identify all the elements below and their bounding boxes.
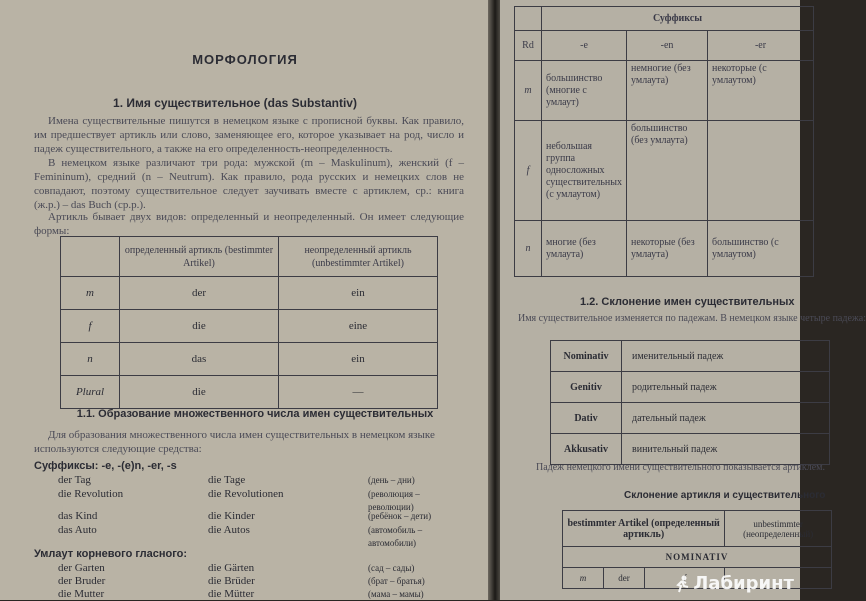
article-declension-title: Склонение артикля и существительного <box>624 490 826 501</box>
case-table <box>550 340 830 465</box>
article-table-corner <box>61 237 120 277</box>
translation: (день – дни) <box>368 475 415 485</box>
suffix-header: -e <box>542 31 627 61</box>
case-translation: именительный падеж <box>622 341 830 372</box>
suffix-cell <box>708 121 814 221</box>
article-table-header-definite: определенный артикль (bestimmter Artikel) <box>120 237 279 277</box>
translation: (брат – братья) <box>368 576 425 586</box>
suffix-cell: некоторые (с умлаутом) <box>708 61 814 121</box>
list-item <box>58 562 458 575</box>
plural-form: die Kinder <box>208 510 255 522</box>
table-row <box>551 372 830 403</box>
list-item <box>58 488 458 510</box>
translation: (сад – сады) <box>368 563 415 573</box>
suffix-table-corner: Rd <box>515 31 542 61</box>
gender-cell: m <box>515 61 542 121</box>
definite-cell: der <box>120 277 279 310</box>
suffix-cell: некоторые (без умлаута) <box>627 221 708 277</box>
decl-cell: der <box>604 568 645 589</box>
suffix-heading: Суффиксы: -e, -(e)n, -er, -s <box>34 460 177 472</box>
case-name: Genitiv <box>551 372 622 403</box>
suffix-cell: большинство (многие с умлаут) <box>542 61 627 121</box>
indefinite-cell: eine <box>279 310 438 343</box>
singular-form: der Tag <box>58 474 91 486</box>
table-row <box>551 434 830 465</box>
table-row <box>515 221 814 277</box>
case-translation: винительный падеж <box>622 434 830 465</box>
intro-paragraph-3: Артикль бывает двух видов: определенный и неопределенный. Он имеет следующие формы: <box>34 211 464 237</box>
indefinite-cell: ein <box>279 343 438 376</box>
translation: (революция – революции) <box>368 489 420 512</box>
right-page <box>500 0 866 600</box>
list-item <box>58 510 458 524</box>
table-row <box>61 277 438 310</box>
intro-paragraph-2: В немецком языке различают три рода: мужской (m – Maskulinum), женский (f – Femininum), средний (n – Neutrum). Как правило, рода русских и немецких слов не совпадают, поэтому существительное следует заучивать вместе с артиклем, ср.: книга (ж.р.) – das Buch (ср.р.). <box>34 157 464 211</box>
indefinite-cell: — <box>279 376 438 409</box>
watermark-text: Лабиринт <box>693 573 794 594</box>
case-translation: дательный падеж <box>622 403 830 434</box>
singular-form: das Auto <box>58 524 97 536</box>
plural-form: die Autos <box>208 524 250 536</box>
gender-cell: n <box>61 343 120 376</box>
decl-header-definite: bestimmter Artikel (определенный артикль) <box>563 511 725 547</box>
singular-form: der Bruder <box>58 575 106 587</box>
suffix-table-title: Суффиксы <box>542 7 814 31</box>
suffix-header: -er <box>708 31 814 61</box>
declension-title: 1.2. Склонение имен существительных <box>580 296 795 308</box>
table-row <box>515 121 814 221</box>
plural-form: die Gärten <box>208 562 255 574</box>
list-item <box>58 575 458 588</box>
decl-subheader: NOMINATIV <box>563 547 832 568</box>
labirint-watermark <box>673 573 794 594</box>
table-row <box>551 341 830 372</box>
singular-form: das Kind <box>58 510 98 522</box>
table-row <box>551 403 830 434</box>
definite-cell: die <box>120 376 279 409</box>
definite-cell: das <box>120 343 279 376</box>
singular-form: der Garten <box>58 562 105 574</box>
plural-form: die Brüder <box>208 575 255 587</box>
plural-form: die Mütter <box>208 588 255 600</box>
table-row <box>61 376 438 409</box>
table-row <box>515 61 814 121</box>
umlaut-example-list <box>58 562 458 601</box>
translation: (ребёнок – дети) <box>368 511 432 521</box>
runner-logo-icon <box>673 575 691 593</box>
subsection-title: 1.1. Образование множественного числа имен существительных <box>76 408 434 420</box>
umlaut-heading: Умлаут корневого гласного: <box>34 548 188 560</box>
gender-cell: f <box>61 310 120 343</box>
decl-header-indefinite: unbestimmter (неопределенный) <box>725 511 832 547</box>
singular-form: die Revolution <box>58 488 124 500</box>
suffix-cell: немногие (без умлаута) <box>627 61 708 121</box>
suffix-cell: большинство (с умлаутом) <box>708 221 814 277</box>
suffix-cell: большинство (без умлаута) <box>627 121 708 221</box>
suffix-cell: многие (без умлаута) <box>542 221 627 277</box>
gender-cell: m <box>61 277 120 310</box>
table-row <box>61 343 438 376</box>
plural-form: die Revolutionen <box>208 488 284 500</box>
singular-form: die Mutter <box>58 588 105 600</box>
case-translation: родительный падеж <box>622 372 830 403</box>
list-item <box>58 588 458 601</box>
subsection-intro: Для образования множественного числа имен существительных в немецком языке используются следующие средства: <box>34 429 435 455</box>
declension-intro: Имя существительное изменяется по падежам. В немецком языке четыре падежа: <box>518 313 866 324</box>
suffix-header: -en <box>627 31 708 61</box>
cases-note: Падеж немецкого имени существительного показывается артиклем. <box>536 462 825 473</box>
section-title: 1. Имя существительное (das Substantiv) <box>113 96 357 110</box>
translation: (автомобиль – автомобили) <box>368 525 423 548</box>
case-name: Dativ <box>551 403 622 434</box>
gender-cell: n <box>515 221 542 277</box>
article-table-header-indefinite: неопределенный артикль (unbestimmter Artikel) <box>279 237 438 277</box>
list-item <box>58 474 458 488</box>
suffix-example-list <box>58 474 458 546</box>
case-name: Akkusativ <box>551 434 622 465</box>
list-item <box>58 524 458 546</box>
table-row <box>61 310 438 343</box>
plural-form: die Tage <box>208 474 246 486</box>
article-table <box>60 236 438 409</box>
indefinite-cell: ein <box>279 277 438 310</box>
gender-cell: Plural <box>61 376 120 409</box>
chapter-heading: МОРФОЛОГИЯ <box>192 52 298 67</box>
suffix-cell: небольшая группа односложных существительных (с умлаутом) <box>542 121 627 221</box>
intro-paragraph-1: Имена существительные пишутся в немецком языке с прописной буквы. Как правило, им предшествует артикль или слово, заменяющее его, которое указывает на род, число и падеж существительного, а также на его определенность-неопределенность. <box>34 115 464 155</box>
case-name: Nominativ <box>551 341 622 372</box>
definite-cell: die <box>120 310 279 343</box>
translation: (мама – мамы) <box>368 589 424 599</box>
suffix-table <box>514 6 814 277</box>
decl-cell: m <box>563 568 604 589</box>
gender-cell: f <box>515 121 542 221</box>
